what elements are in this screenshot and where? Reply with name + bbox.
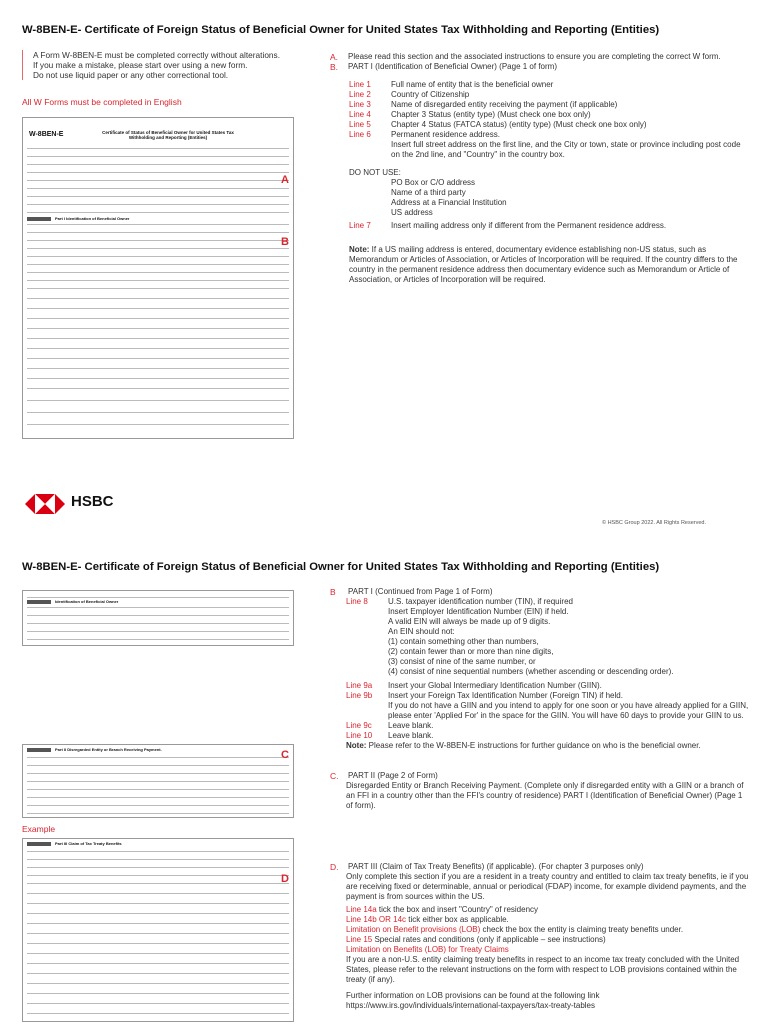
part3-line bbox=[346, 905, 752, 915]
hsbc-hexagon-icon bbox=[25, 491, 65, 517]
part3-line-label: Line 14b OR 14c bbox=[346, 915, 407, 924]
page-2-title: W-8BEN-E- Certificate of Foreign Status of Beneficial Owner for United States Tax Withholding and Reporting (Entities) bbox=[22, 561, 660, 573]
part3-line-text: tick the box and insert "Country" of residency bbox=[376, 905, 539, 914]
note-label: Note: bbox=[346, 741, 367, 750]
part3-line-label: Line 14a bbox=[346, 905, 377, 914]
detail-line: An EIN should not: bbox=[388, 627, 455, 636]
form-thumbnail-page-1 bbox=[22, 117, 294, 439]
line-7 bbox=[349, 221, 749, 231]
line-label: Line 1 bbox=[349, 80, 371, 89]
do-not-use-item: PO Box or C/O address bbox=[391, 178, 476, 187]
section-a bbox=[330, 52, 750, 62]
intro-line: A Form W-8BEN-E must be completed correctly without alterations. bbox=[33, 50, 280, 60]
line-item bbox=[349, 100, 749, 110]
line-text: Full name of entity that is the beneficial owner bbox=[391, 80, 554, 89]
form-marker-c: C bbox=[281, 749, 289, 761]
part3-line bbox=[346, 915, 752, 925]
line-item bbox=[349, 110, 749, 120]
do-not-use-item: Address at a Financial Institution bbox=[391, 198, 507, 207]
form-thumbnail-part1-continued bbox=[22, 590, 294, 646]
line-label: Line 8 bbox=[346, 597, 368, 606]
section-b-text: PART I (Continued from Page 1 of Form) bbox=[348, 587, 493, 596]
hsbc-logo bbox=[25, 489, 175, 519]
part3-line-label: Line 15 bbox=[346, 935, 373, 944]
form-thumbnail-part2 bbox=[22, 744, 294, 818]
form-part2-label: Part II bbox=[55, 747, 67, 752]
line-text: Chapter 3 Status (entity type) (Must check one box only) bbox=[391, 110, 591, 119]
part3-line bbox=[346, 935, 752, 945]
line-text: Permanent residence address. bbox=[391, 130, 500, 139]
line-text: Chapter 4 Status (FATCA status) (entity type) (Must check one box only) bbox=[391, 120, 647, 129]
detail-line: A valid EIN will always be made up of 9 digits. bbox=[388, 617, 551, 626]
do-not-use-heading: DO NOT USE: bbox=[349, 168, 401, 177]
lob-text: If you are a non-U.S. entity claiming treaty benefits in respect to an income tax treaty concluded with the United States, please refer to the relevant instructions on the form with respect to LOB provisions contained within the treaty (if any). bbox=[346, 955, 740, 984]
do-not-use-item: US address bbox=[391, 208, 433, 217]
section-d-letter: D. bbox=[330, 862, 339, 872]
section-b-letter: B. bbox=[330, 62, 339, 72]
intro-line: Do not use liquid paper or any other correctional tool. bbox=[33, 70, 229, 80]
section-d bbox=[330, 862, 752, 1011]
form-part-title bbox=[55, 216, 129, 221]
detail-line: (3) consist of nine of the same number, or bbox=[388, 657, 536, 666]
part3-line bbox=[346, 945, 752, 955]
example-label: Example bbox=[22, 824, 56, 834]
note-text: If a US mailing address is entered, documentary evidence establishing non-US status, such as Memorandum or Articles of Association, or Articles of Incorporation will be required. If the country differs to the country in the permanent residence address then documentary evidence such as Memorandum or Article of Association, or Articles of Incorporation will be required. bbox=[349, 245, 738, 284]
form-name: W-8BEN-E bbox=[29, 131, 64, 138]
detail-line: Insert Employer Identification Number (EIN) if held. bbox=[388, 607, 569, 616]
line-8-block bbox=[346, 597, 751, 751]
detail-line: (4) consist of nine sequential numbers (whether ascending or descending order). bbox=[388, 667, 674, 676]
section-a-letter: A. bbox=[330, 52, 339, 62]
line-text: Leave blank. bbox=[388, 731, 434, 740]
part3-line-label: Limitation on Benefits (LOB) for Treaty Claims bbox=[346, 945, 509, 954]
form-thumbnail-part3 bbox=[22, 838, 294, 1022]
section-b-text: PART I (Identification of Beneficial Owner) (Page 1 of form) bbox=[348, 62, 557, 71]
note-page-1 bbox=[349, 245, 749, 285]
line-text: Insert your Global Intermediary Identification Number (GIIN). bbox=[388, 681, 602, 690]
line-item bbox=[346, 597, 751, 607]
section-b bbox=[330, 62, 750, 72]
part3-lines bbox=[330, 905, 752, 1011]
line-item bbox=[346, 681, 751, 691]
lob-link[interactable]: https://www.irs.gov/individuals/international-taxpayers/tax-treaty-tables bbox=[346, 1001, 595, 1010]
line-label: Line 9a bbox=[346, 681, 373, 690]
line-label: Line 9b bbox=[346, 691, 373, 700]
form-part-heading: Identification of Beneficial Owner bbox=[66, 216, 130, 221]
line-text: Name of disregarded entity receiving the payment (if applicable) bbox=[391, 100, 618, 109]
line-item bbox=[349, 120, 749, 130]
form-part2-heading: Disregarded Entity or Branch Receiving Payment. bbox=[67, 747, 162, 752]
part3-line-text: Special rates and conditions (only if applicable – see instructions) bbox=[372, 935, 606, 944]
note-text: Please refer to the W-8BEN-E instructions for further guidance on who is the beneficial owner. bbox=[366, 741, 701, 750]
line-8-detail bbox=[346, 607, 751, 677]
part3-line bbox=[346, 925, 752, 935]
page-1-title: W-8BEN-E- Certificate of Foreign Status of Beneficial Owner for United States Tax Withholding and Reporting (Entities) bbox=[22, 24, 660, 36]
part3-line-text: check the box the entity is claiming treaty benefits under. bbox=[480, 925, 684, 934]
form-title: Certificate of Status of Beneficial Owner for United States Tax Withholding and Reporting (Entities) bbox=[102, 130, 234, 140]
line-9b-detail: If you do not have a GIIN and you intend to apply for one soon or you have already applied for a GIIN, please enter 'Applied For' in the space for the GIIN. You will have 60 days to provide your GIIN to us. bbox=[388, 701, 749, 720]
form-part3-title bbox=[55, 841, 122, 846]
line-text: U.S. taxpayer identification number (TIN), if required bbox=[388, 597, 573, 606]
further-info: Further information on LOB provisions can be found at the following link bbox=[346, 991, 600, 1000]
form-part3-label: Part III bbox=[55, 841, 68, 846]
line-item bbox=[346, 721, 751, 731]
form-marker-a: A bbox=[281, 174, 289, 186]
line-text: Leave blank. bbox=[388, 721, 434, 730]
intro-line: If you make a mistake, please start over using a new form. bbox=[33, 60, 248, 70]
section-d-title: PART III (Claim of Tax Treaty Benefits) (if applicable). (For chapter 3 purposes only) bbox=[348, 862, 644, 871]
note-page-2 bbox=[346, 741, 751, 751]
line-label: Line 10 bbox=[346, 731, 373, 740]
section-b-letter: B bbox=[330, 587, 336, 597]
do-not-use-list bbox=[391, 178, 507, 218]
do-not-use-item: Name of a third party bbox=[391, 188, 466, 197]
copyright: © HSBC Group 2022. All Rights Reserved. bbox=[602, 520, 707, 526]
detail-line: (1) contain something other than numbers, bbox=[388, 637, 539, 646]
section-c-letter: C. bbox=[330, 771, 339, 781]
line-text: Country of Citizenship bbox=[391, 90, 470, 99]
line-item bbox=[346, 691, 751, 701]
form-marker-d: D bbox=[281, 873, 289, 885]
part3-line-label: Limitation on Benefit provisions (LOB) bbox=[346, 925, 481, 934]
form-marker-b: B bbox=[281, 236, 289, 248]
english-note: All W Forms must be completed in English bbox=[22, 97, 182, 107]
line-list bbox=[349, 80, 749, 160]
line-item bbox=[349, 130, 749, 140]
form-part2-title bbox=[55, 747, 162, 752]
line-label: Line 7 bbox=[349, 221, 371, 230]
part3-line-text: tick either box as applicable. bbox=[406, 915, 509, 924]
line-text: Insert your Foreign Tax Identification Number (Foreign TIN) if held. bbox=[388, 691, 623, 700]
line-item bbox=[349, 90, 749, 100]
section-a-text: Please read this section and the associated instructions to ensure you are completing the correct W form. bbox=[348, 52, 721, 61]
line-label: Line 3 bbox=[349, 100, 371, 109]
section-c-text: Disregarded Entity or Branch Receiving Payment. (Complete only if disregarded entity with a GIIN or a branch of an FFI in a country other than the FFI's country of residence) PART I (Identification of Beneficial Owner) (Page 1 of form). bbox=[346, 781, 744, 810]
form-part-label: Part I bbox=[55, 216, 66, 221]
section-d-text: Only complete this section if you are a resident in a treaty country and entitled to claim tax treaty benefits, ie if you are receiving fixed or determinable, annual or periodical (FDAP) income, for example dividend payments, and the payment is from sources within the US. bbox=[346, 872, 749, 901]
note-label: Note: bbox=[349, 245, 370, 254]
line-label: Line 2 bbox=[349, 90, 371, 99]
line-item bbox=[349, 80, 749, 90]
detail-line: (2) contain fewer than or more than nine digits, bbox=[388, 647, 554, 656]
hsbc-wordmark: HSBC bbox=[71, 493, 114, 510]
line-label: Line 5 bbox=[349, 120, 371, 129]
line-item bbox=[346, 731, 751, 741]
line-text: Insert mailing address only if different from the Permanent residence address. bbox=[391, 221, 667, 230]
section-c bbox=[330, 771, 750, 811]
line-label: Line 9c bbox=[346, 721, 372, 730]
form-part-title: Identification of Beneficial Owner bbox=[55, 599, 119, 604]
section-c-title: PART II (Page 2 of Form) bbox=[348, 771, 438, 780]
section-b-page-2 bbox=[330, 587, 750, 597]
intro-box bbox=[22, 50, 313, 80]
form-part3-heading: Claim of Tax Treaty Benefits bbox=[68, 841, 122, 846]
line-label: Line 6 bbox=[349, 130, 371, 139]
line-label: Line 4 bbox=[349, 110, 371, 119]
line6-detail: Insert full street address on the first line, and the City or town, state or province including post code on the 2nd line, and "Country" in the country box. bbox=[391, 140, 741, 159]
